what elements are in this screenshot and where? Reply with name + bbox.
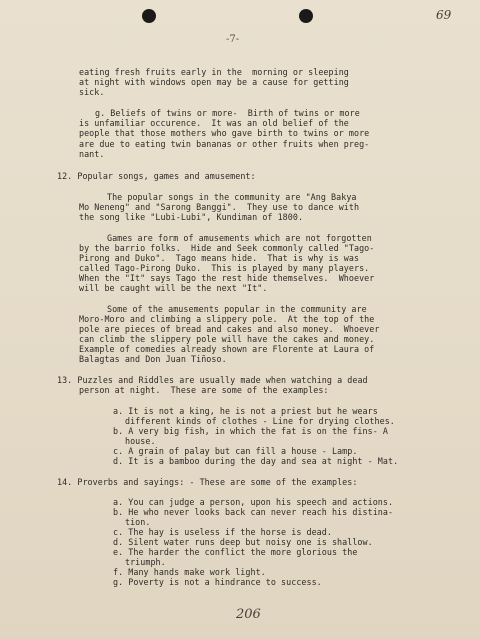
list-item: b. He who never looks back can never reach his distina- — [113, 507, 394, 517]
list-item: e. The harder the conflict the more glorious the — [113, 547, 358, 557]
text-line: by the barrio folks. Hide and Seek commonly called "Tago- — [79, 243, 375, 253]
text-line: nant. — [79, 149, 105, 159]
list-item: g. Poverty is not a hindrance to success. — [113, 577, 322, 587]
list-item: d. It is a bamboo during the day and sea at night - Mat. — [113, 456, 399, 466]
list-item: c. A grain of palay but can fill a house - Lamp. — [113, 446, 358, 456]
page-number: -7- — [226, 34, 240, 45]
text-line: are due to eating twin bananas or other fruits when preg- — [79, 139, 370, 149]
section-heading: 14. Proverbs and sayings: - These are some of the examples: — [57, 477, 358, 487]
text-line: at night with windows open may be a cause for getting — [79, 77, 349, 87]
list-item-continuation: triumph. — [125, 557, 166, 567]
list-item: d. Silent water runs deep but noisy one is shallow. — [113, 537, 373, 547]
text-line: person at night. These are some of the examples: — [79, 385, 329, 395]
text-line: eating fresh fruits early in the morning or sleeping — [79, 67, 349, 77]
list-item-continuation: different kinds of clothes - Line for drying clothes. — [125, 416, 395, 426]
list-item: c. The hay is useless if the horse is dead. — [113, 527, 332, 537]
section-heading: 12. Popular songs, games and amusement: — [57, 171, 256, 181]
handwritten-corner-number: 69 — [436, 8, 452, 22]
text-line: When the "It" says Tago the rest hide themselves. Whoever — [79, 273, 375, 283]
text-line: can climb the slippery pole will have the cakes and money. — [79, 334, 375, 344]
list-item: f. Many hands make work light. — [113, 567, 266, 577]
text-line: called Tago-Pirong Duko. This is played by many players. — [79, 263, 370, 273]
list-item: a. It is not a king, he is not a priest but he wears — [113, 406, 378, 416]
binder-hole-right — [299, 9, 313, 23]
text-line: Some of the amusements popular in the community are — [107, 304, 367, 314]
text-line: Moro-Moro and climbing a slippery pole. At the top of the — [79, 314, 375, 324]
text-line: the song like "Lubi-Lubi", Kundiman of 1800. — [79, 212, 304, 222]
text-line: Balagtas and Don Juan Tiñoso. — [79, 354, 227, 364]
text-line: pole are pieces of bread and cakes and also money. Whoever — [79, 324, 380, 334]
list-item: a. You can judge a person, upon his speech and actions. — [113, 497, 394, 507]
text-line: sick. — [79, 87, 105, 97]
section-heading: 13. Puzzles and Riddles are usually made when watching a dead — [57, 375, 368, 385]
text-line: is unfamiliar occurence. It was an old belief of the — [79, 118, 349, 128]
text-line: Pirong and Duko". Tago means hide. That is why is was — [79, 253, 360, 263]
list-item-continuation: tion. — [125, 517, 151, 527]
text-line: Mo Neneng" and "Sarong Banggi". They use to dance with — [79, 202, 360, 212]
text-line: The popular songs in the community are "Ang Bakya — [107, 192, 357, 202]
binder-hole-left — [142, 9, 156, 23]
text-line: Example of comedies already shown are Florente at Laura of — [79, 344, 375, 354]
text-line: people that those mothers who gave birth to twins or more — [79, 128, 370, 138]
text-line: g. Beliefs of twins or more- Birth of twins or more — [95, 108, 360, 118]
list-item-continuation: house. — [125, 436, 156, 446]
list-item: b. A very big fish, in which the fat is on the fins- A — [113, 426, 388, 436]
text-line: will be caught will be the next "It". — [79, 283, 268, 293]
handwritten-footer-number: 206 — [236, 607, 261, 622]
text-line: Games are form of amusements which are not forgotten — [107, 233, 372, 243]
